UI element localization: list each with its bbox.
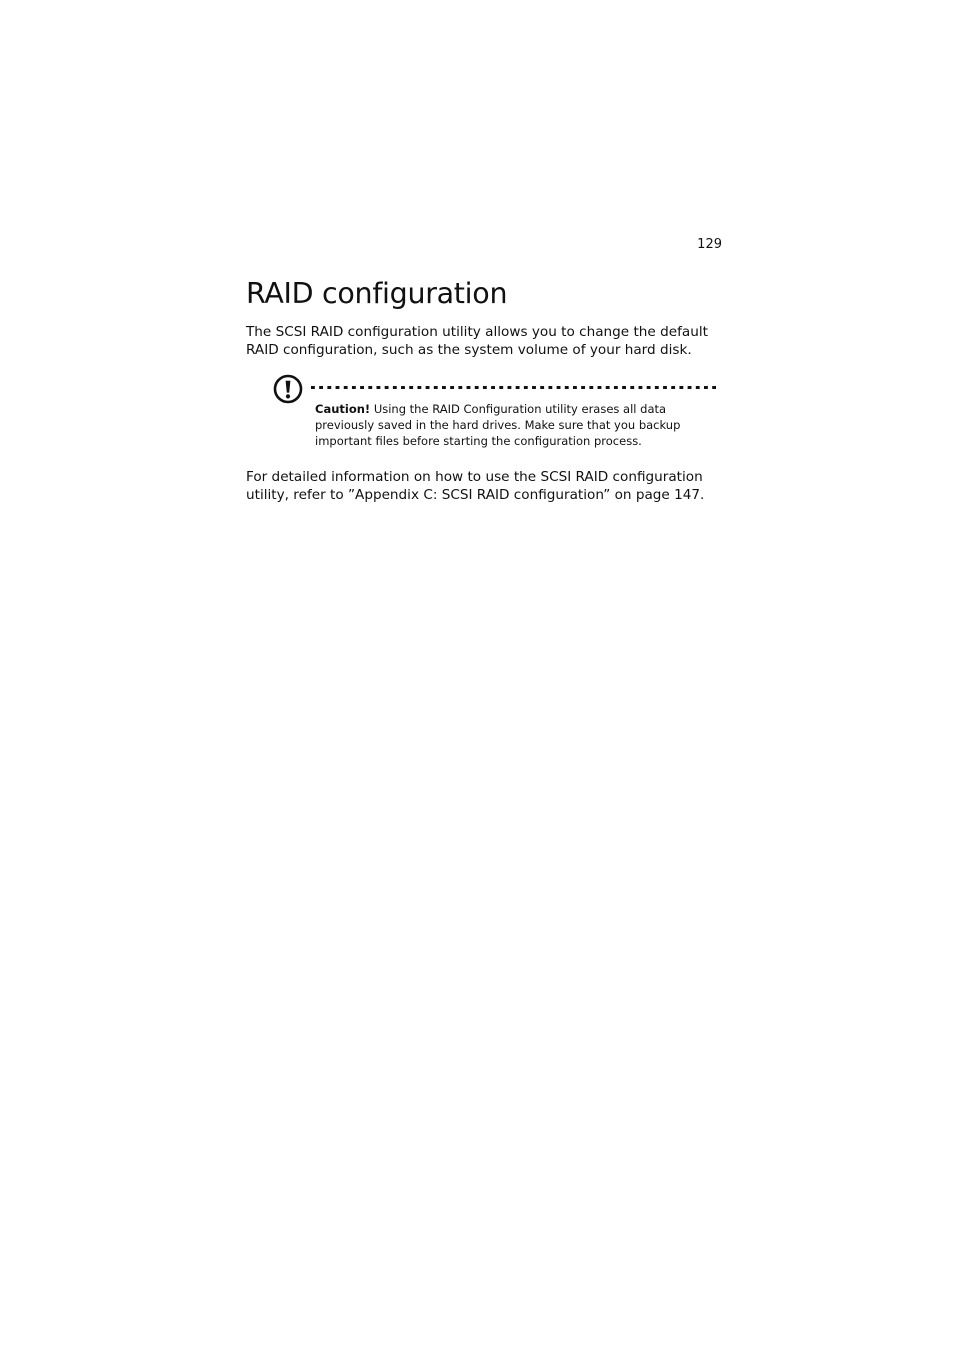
caution-line-3: important files before starting the configuration process. [315,434,642,448]
caution-line-1: Using the RAID Configuration utility erases all data [373,402,667,416]
detail-line-2: utility, refer to ”Appendix C: SCSI RAID configuration” on page 147. [246,486,705,503]
intro-paragraph [246,324,726,359]
intro-line-2: RAID configuration, such as the system volume of your hard disk. [246,341,692,358]
detail-line-1: For detailed information on how to use the SCSI RAID configuration [246,469,703,485]
caution-dashed-divider [311,386,719,389]
intro-line-1: The SCSI RAID configuration utility allows you to change the default [246,324,708,340]
section-heading: RAID configuration [246,277,508,310]
detail-paragraph [246,469,726,504]
caution-line-2: previously saved in the hard drives. Make sure that you backup [315,418,681,432]
page-number: 129 [697,237,722,252]
caution-note [315,401,715,449]
caution-label: Caution! [315,402,371,416]
exclamation-circle-icon [273,374,303,404]
